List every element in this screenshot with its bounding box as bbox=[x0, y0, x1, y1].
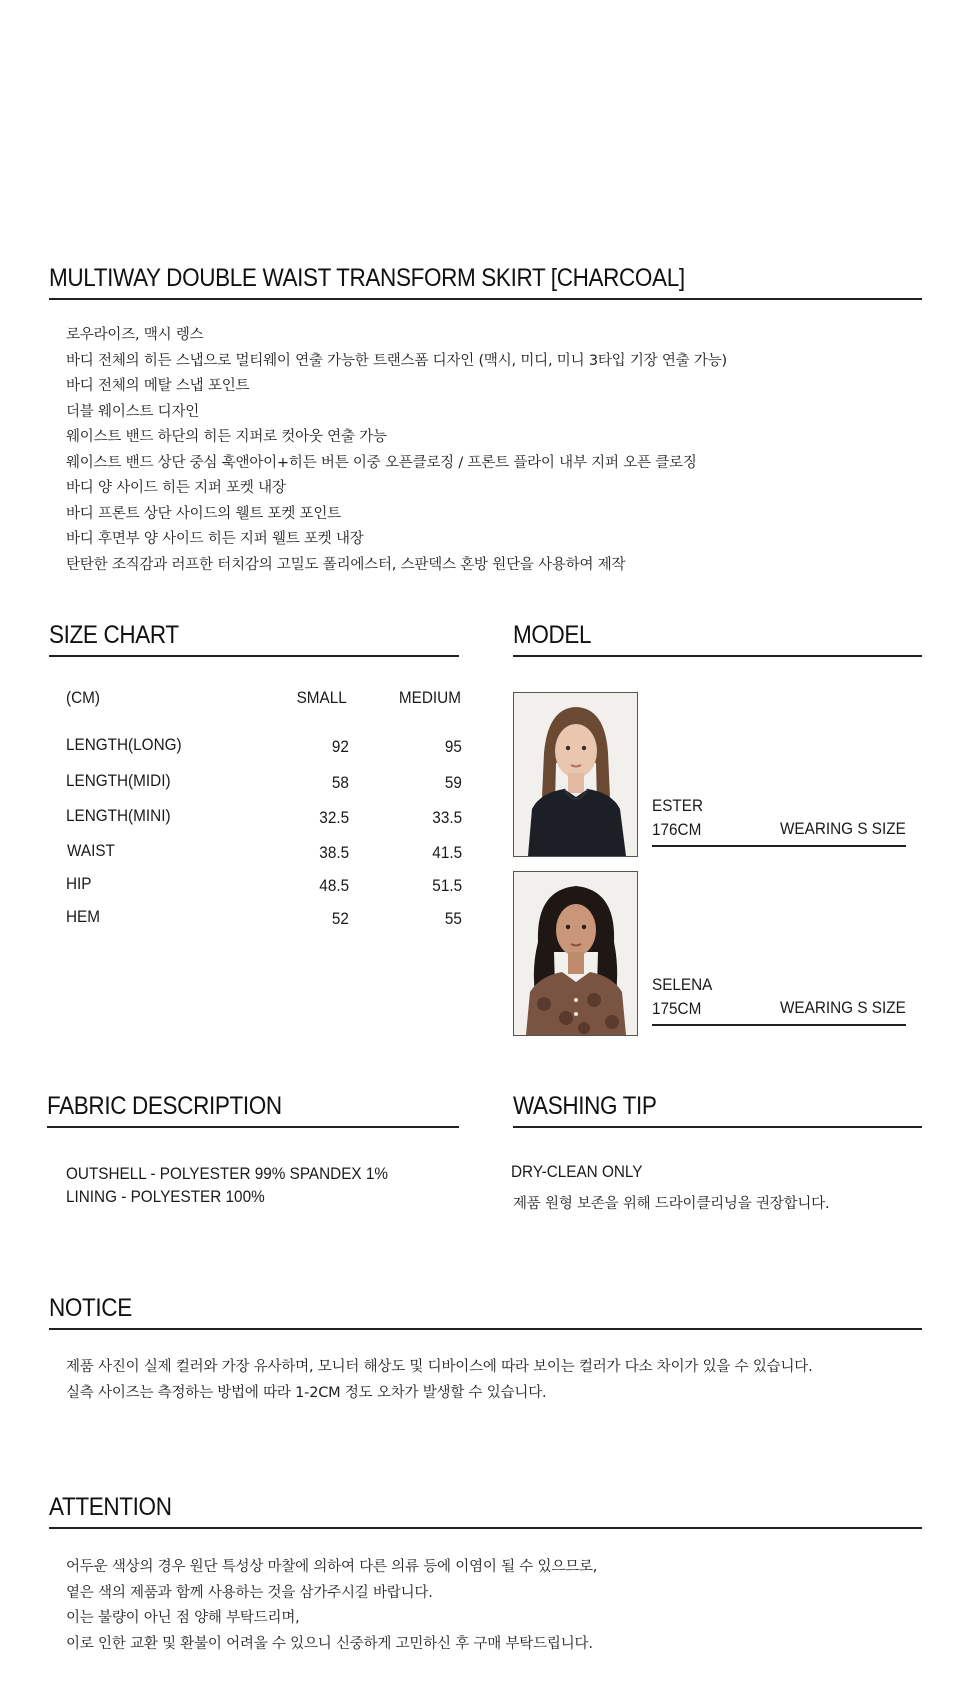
attention-item: 이로 인한 교환 및 환불이 어려울 수 있으니 신중하게 고민하신 후 구매 부탁드립니다. bbox=[66, 1635, 593, 1652]
model-wearing-size: WEARING S SIZE bbox=[780, 819, 906, 838]
product-title: MULTIWAY DOUBLE WAIST TRANSFORM SKIRT [CHARCOAL] bbox=[49, 264, 685, 292]
model-photo-ester bbox=[513, 692, 638, 857]
attention-item: 어두운 색상의 경우 원단 특성상 마찰에 의하여 다른 의류 등에 이염이 될 수 있으므로, bbox=[66, 1559, 598, 1575]
size-value-medium: 41.5 bbox=[432, 843, 462, 862]
column-header-small: SMALL bbox=[296, 688, 347, 707]
fabric-line: LINING - POLYESTER 100% bbox=[66, 1187, 265, 1206]
attention-divider bbox=[49, 1527, 922, 1529]
feature-item: 탄탄한 조직감과 러프한 터치감의 고밀도 폴리에스터, 스판덱스 혼방 원단을 사용하여 제작 bbox=[66, 556, 626, 573]
size-row-label: LENGTH(MIDI) bbox=[66, 771, 171, 790]
feature-list bbox=[66, 323, 727, 578]
attention-item: 옅은 색의 제품과 함께 사용하는 것을 삼가주시길 바랍니다. bbox=[66, 1584, 433, 1601]
size-chart-heading: SIZE CHART bbox=[49, 621, 179, 649]
model-divider bbox=[513, 655, 922, 657]
size-value-medium: 59 bbox=[444, 773, 462, 792]
size-value-small: 52 bbox=[331, 909, 349, 928]
attention-list bbox=[66, 1555, 597, 1657]
notice-heading: NOTICE bbox=[49, 1294, 132, 1322]
notice-divider bbox=[49, 1328, 922, 1330]
size-value-medium: 33.5 bbox=[432, 808, 462, 827]
model-heading: MODEL bbox=[513, 621, 592, 649]
model-height: 175CM bbox=[652, 999, 702, 1018]
size-value-small: 32.5 bbox=[319, 808, 349, 827]
size-row-label: HIP bbox=[66, 874, 92, 893]
model-divider-selena bbox=[652, 1024, 906, 1026]
feature-item: 바디 전체의 메탈 스냅 포인트 bbox=[66, 378, 250, 394]
feature-item: 바디 양 사이드 히든 지퍼 포켓 내장 bbox=[66, 480, 286, 496]
attention-heading: ATTENTION bbox=[49, 1493, 172, 1521]
model-height: 176CM bbox=[652, 820, 702, 839]
size-value-small: 38.5 bbox=[319, 843, 349, 862]
attention-item: 이는 불량이 아닌 점 양해 부탁드리며, bbox=[66, 1610, 300, 1626]
size-row-label: WAIST bbox=[67, 841, 115, 860]
washing-divider bbox=[513, 1126, 922, 1128]
fabric-line: OUTSHELL - POLYESTER 99% SPANDEX 1% bbox=[66, 1164, 388, 1183]
model-wearing-size: WEARING S SIZE bbox=[780, 998, 906, 1017]
notice-item: 제품 사진이 실제 컬러와 가장 유사하며, 모니터 해상도 및 디바이스에 따라 보이는 컬러가 다소 차이가 있을 수 있습니다. bbox=[66, 1359, 813, 1375]
notice-item: 실측 사이즈는 측정하는 방법에 따라 1-2CM 정도 오차가 발생할 수 있습니다. bbox=[66, 1384, 547, 1401]
fabric-divider bbox=[47, 1126, 459, 1128]
size-row-label: HEM bbox=[66, 907, 101, 926]
size-chart-divider bbox=[49, 655, 459, 657]
feature-item: 바디 후면부 양 사이드 히든 지퍼 웰트 포켓 내장 bbox=[66, 531, 364, 547]
feature-item: 웨이스트 밴드 상단 중심 훅앤아이+히든 버튼 이중 오픈클로징 / 프론트 플라이 내부 지퍼 오픈 클로징 bbox=[66, 454, 697, 471]
model-photo-selena bbox=[513, 871, 638, 1036]
size-value-medium: 51.5 bbox=[432, 876, 462, 895]
size-row-label: LENGTH(MINI) bbox=[66, 806, 171, 825]
washing-title: DRY-CLEAN ONLY bbox=[511, 1162, 643, 1181]
model-divider-ester bbox=[652, 845, 906, 847]
feature-item: 더블 웨이스트 디자인 bbox=[66, 403, 200, 420]
size-value-medium: 55 bbox=[444, 909, 462, 928]
feature-item: 로우라이즈, 맥시 렝스 bbox=[66, 327, 204, 343]
feature-item: 바디 프론트 상단 사이드의 웰트 포켓 포인트 bbox=[66, 505, 341, 522]
model-name: SELENA bbox=[652, 975, 713, 994]
washing-note: 제품 원형 보존을 위해 드라이클리닝을 권장합니다. bbox=[513, 1196, 830, 1212]
notice-list bbox=[66, 1355, 813, 1406]
size-value-small: 92 bbox=[331, 737, 349, 756]
unit-label: (CM) bbox=[66, 688, 100, 707]
size-value-small: 48.5 bbox=[319, 876, 349, 895]
size-value-small: 58 bbox=[331, 773, 349, 792]
fabric-heading: FABRIC DESCRIPTION bbox=[47, 1092, 282, 1120]
size-value-medium: 95 bbox=[444, 737, 462, 756]
feature-item: 바디 전체의 히든 스냅으로 멀티웨이 연출 가능한 트랜스폼 디자인 (맥시, 미디, 미니 3타입 기장 연출 가능) bbox=[66, 352, 727, 369]
feature-item: 웨이스트 밴드 하단의 히든 지퍼로 컷아웃 연출 가능 bbox=[66, 429, 387, 445]
washing-heading: WASHING TIP bbox=[513, 1092, 657, 1120]
column-header-medium: MEDIUM bbox=[398, 688, 461, 707]
size-row-label: LENGTH(LONG) bbox=[66, 735, 182, 754]
model-name: ESTER bbox=[652, 796, 704, 815]
title-divider bbox=[49, 298, 922, 300]
